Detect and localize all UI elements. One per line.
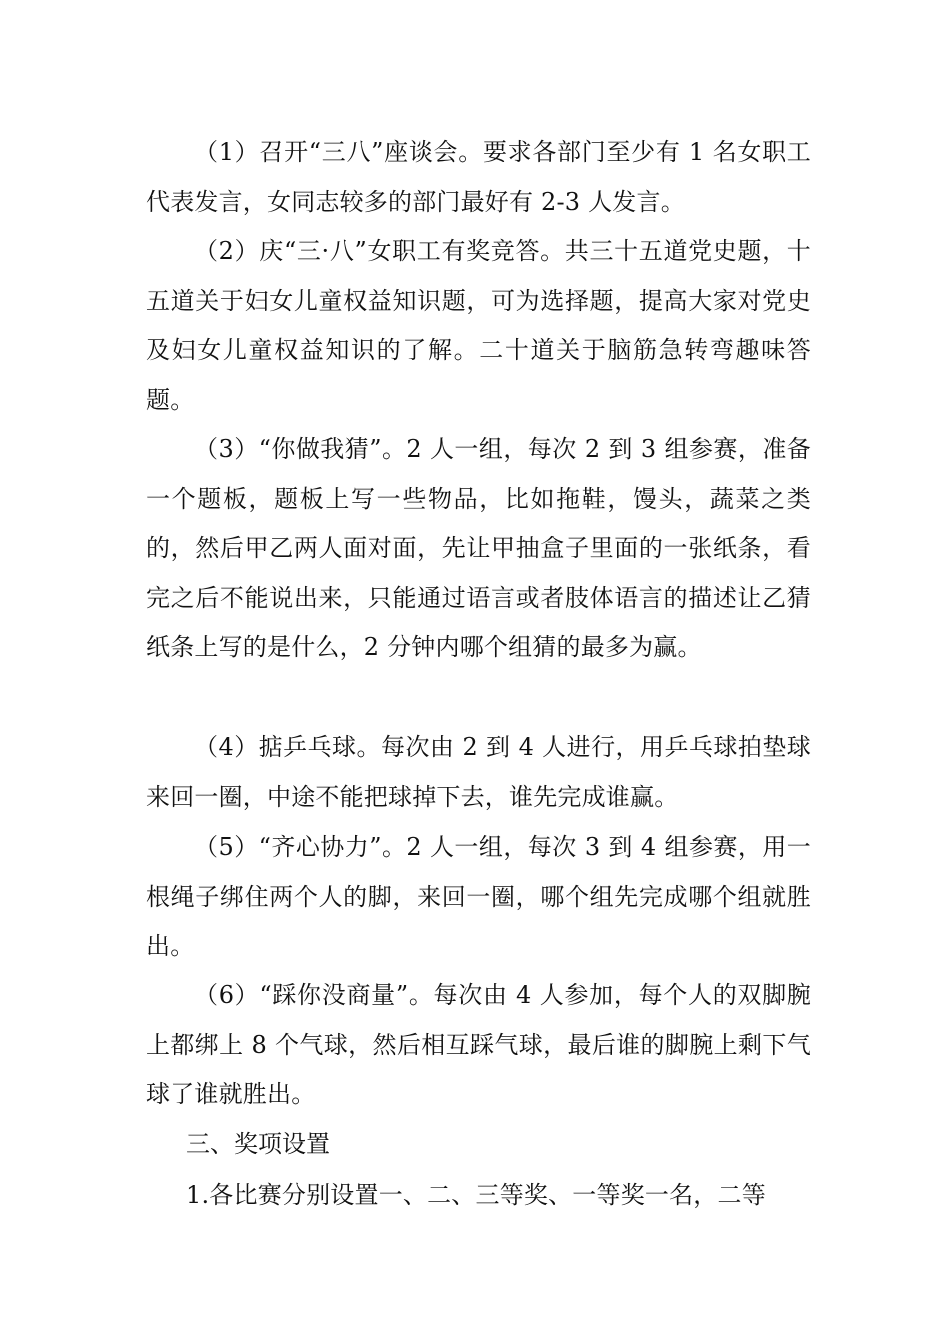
- section-heading: 三、奖项设置: [186, 1130, 330, 1158]
- paragraph-6: （6）“踩你没商量”。每次由 4 人参加，每个人的双脚腕上都绑上 8 个气球，然后相互踩气球，最后谁的脚腕上剩下气球了谁就胜出。: [146, 981, 811, 1108]
- paragraph-5: （5）“齐心协力”。2 人一组，每次 3 到 4 组参赛，用一根绳子绑住两个人的脚，来回一圈，哪个组先完成哪个组就胜出。: [146, 833, 811, 960]
- paragraph-1: （1）召开“三八”座谈会。要求各部门至少有 1 名女职工代表发言，女同志较多的部门最好有 2-3 人发言。: [146, 138, 811, 216]
- paragraph-4: （4）掂乒乓球。每次由 2 到 4 人进行，用乒乓球拍垫球来回一圈，中途不能把球掉下去，谁先完成谁赢。: [146, 733, 811, 811]
- paragraph-7: 1.各比赛分别设置一、二、三等奖、一等奖一名，二等: [186, 1181, 766, 1209]
- paragraph-3: （3）“你做我猜”。2 人一组，每次 2 到 3 组参赛，准备一个题板，题板上写一些物品，比如拖鞋，馒头，蔬菜之类的，然后甲乙两人面对面，先让甲抽盒子里面的一张纸条，看完之后不能说出来，只能通过语言或者肢体语言的描述让乙猜纸条上写的是什么，2 分钟内哪个组猜的最多为赢。: [146, 435, 811, 661]
- paragraph-2: （2）庆“三·八”女职工有奖竞答。共三十五道党史题，十五道关于妇女儿童权益知识题，可为选择题，提高大家对党史及妇女儿童权益知识的了解。二十道关于脑筋急转弯趣味答题。: [146, 237, 811, 414]
